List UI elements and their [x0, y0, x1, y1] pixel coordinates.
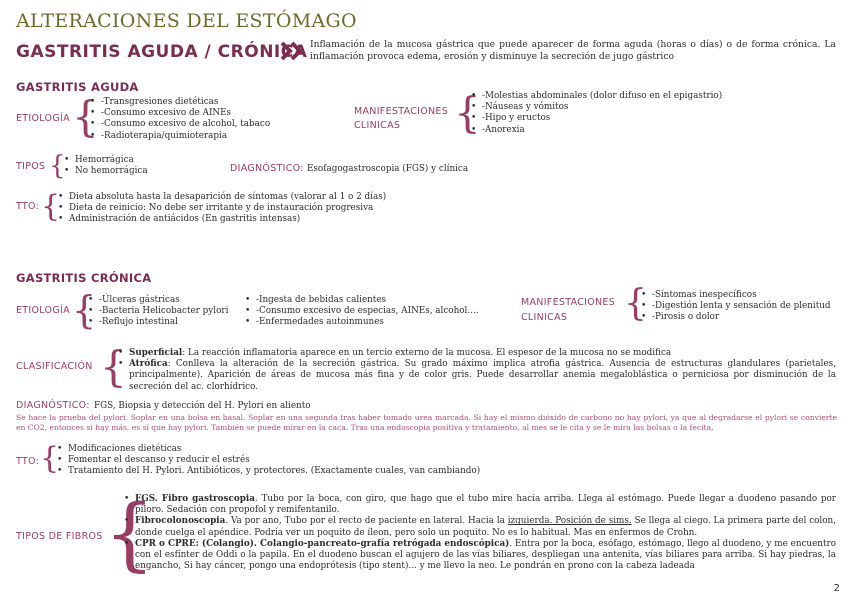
list-item: • -Enfermedades autoinmunes: [245, 317, 479, 328]
list-item: • -Síntomas inespecíficos: [641, 290, 831, 301]
list-item: • -Bacteria Helicobacter pylori: [88, 306, 228, 317]
list-item: • -Molestias abdominales (dolor difuso en el epigastrio): [471, 91, 722, 102]
list-item: • -Pirosis o dolor: [641, 312, 831, 323]
brace: {: [40, 441, 60, 476]
list-item: • Atrófica: Conlleva la alteración de la secreción gástrica. Su grado máximo implica atrofia gástrica. Ausencia de estructuras glandulares (parietales, principalmente). Aparición de áreas de mucosa más fina y de color gris. Puede desarrollar anemia megaloblástica o perniciosa por disminución de la secreción del ac. clorhídrico.: [118, 359, 836, 393]
section-heading-aguda: GASTRITIS AGUDA: [16, 80, 139, 94]
list-item: • Tratamiento del H. Pylori. Antibióticos, y protectores. (Exactamente cuales, van cambiando): [57, 466, 480, 477]
handwritten-note: Se hace la prueba del pylori. Soplar en una bolsa en basal. Soplar en una segunda tras haber tomado urea marcada. Si hay el mismo dióxido de carbono no hay pylori, ya que al degradarse el pylori se convierte en CO2, entonces si hay más, es sí que hay pylori. También se puede mirar en la caca. Tras una endoscopia positiva y tratamiento, al mes se le cita y se le mira las bolsas o la fecita,: [16, 413, 837, 432]
brace: {: [104, 487, 155, 580]
list-item: • -Ingesta de bebidas calientes: [245, 295, 479, 306]
list-item: • -Úlceras gástricas: [88, 295, 228, 306]
brace: {: [49, 151, 66, 181]
list-item: • Fomentar el descanso y reducir el estrés: [57, 455, 480, 466]
etiologia-list: [90, 97, 270, 142]
list-item: • -Consumo excesivo de especias, AINEs, alcohol....: [245, 306, 479, 317]
list-item: • Administración de antiácidos (En gastritis intensas): [58, 214, 386, 225]
diagnostico-text: Esofagogastroscopia (FGS) y clínica: [307, 164, 469, 174]
tto-label: TTO:: [16, 456, 40, 467]
list-item: • -Radioterapia/quimioterapia: [90, 131, 270, 142]
tto-list: [57, 444, 480, 478]
list-item: • FGS. Fibro gastroscopia. Tubo por la boca, con giro, que hago que el tubo mire hacia arriba. Llega al estómago. Puede llegar a duodeno pasando por píloro. Sedación con propofol y remifentanilo.: [124, 494, 836, 516]
list-item: • -Consumo excesivo de AINEs: [90, 108, 270, 119]
list-item: • Dieta absoluta hasta la desaparición de síntomas (valorar al 1 o 2 días): [58, 192, 386, 203]
brace: {: [100, 342, 127, 391]
section-subtitle: GASTRITIS AGUDA / CRÓNICA: [16, 42, 308, 62]
list-item: • Modificaciones dietéticas: [57, 444, 480, 455]
etiologia-list: [245, 295, 479, 329]
clasificacion-label: CLASIFICACIÓN: [16, 361, 93, 372]
list-item: • -Hipo y eructos: [471, 113, 722, 124]
manifestaciones-label: CLINICAS: [354, 120, 401, 131]
list-item: • Dieta de reinicio: No debe ser irritante y de instauración progresiva: [58, 203, 386, 214]
clasificacion-list: [118, 348, 836, 393]
list-item: • Hemorrágica: [64, 155, 148, 166]
manifestaciones-label: CLINICAS: [521, 312, 568, 323]
intro-text: Inflamación de la mucosa gástrica que puede aparecer de forma aguda (horas o días) o de forma crónica. La inflamación provoca edema, erosión y disminuye la secreción de jugo gástrico: [310, 39, 836, 62]
tto-list: [58, 192, 386, 226]
section-heading-cronica: GASTRITIS CRÓNICA: [16, 271, 152, 285]
page-title: ALTERACIONES DEL ESTÓMAGO: [16, 10, 357, 32]
etiologia-label: ETIOLOGÍA: [16, 305, 70, 316]
list-item: • Fibrocolonoscopia. Va por ano, Tubo por el recto de paciente en lateral. Hacia la izquierda. Posición de sims. Se llega al ciego. La primera parte del colon, donde cuelga el apéndice. Podría ver un poquito de íleon, pero solo un poquito. No es lo habitual. Mas en enfermos de Crohn.: [124, 516, 836, 538]
list-item: • -Transgresiones dietéticas: [90, 97, 270, 108]
list-item: • -Náuseas y vómitos: [471, 102, 722, 113]
tto-label: TTO:: [16, 201, 40, 212]
tipos-list: [64, 155, 148, 177]
list-item: • CPR o CPRE: (Colangio). Colangio-pancreato-grafía retrógada endoscópica). Entra por la boca, esófago, estómago, llego al duodeno, y me encuentro con el esfínter de Oddi o la papila. En el duodeno buscan el agujero de las vías biliares, despliegan una antenita, vías biliares para arriba. Si hay piedras, la engancho, Si hay cáncer, pongo una endoprótesis (tipo stent)... y me llevo la neo. Le pondrán en prono con la cabeza ladeada: [124, 539, 836, 573]
diagnostico-label: DIAGNÓSTICO:: [230, 163, 304, 174]
list-item: • Superficial: La reacción inflamatoria aparece en un tercio externo de la mucosa. El espesor de la mucosa no se modifica: [118, 348, 836, 359]
brace: {: [454, 88, 481, 137]
fibros-label: TIPOS DE FIBROS: [16, 531, 103, 542]
brace: {: [72, 92, 99, 141]
list-item: • -Consumo excesivo de alcohol, tabaco: [90, 119, 270, 130]
list-item: • -Reflujo intestinal: [88, 317, 228, 328]
brace: {: [72, 288, 97, 332]
manifestaciones-list: [471, 91, 722, 136]
manifestaciones-list: [641, 290, 831, 324]
manifestaciones-label: MANIFESTACIONES: [521, 297, 616, 308]
double-chevron-icon: [280, 40, 306, 62]
diagnostico-label: DIAGNÓSTICO:: [16, 400, 90, 411]
list-item: • -Digestión lenta y sensación de plenitud: [641, 301, 831, 312]
manifestaciones-label: MANIFESTACIONES: [354, 106, 449, 117]
brace: {: [624, 283, 647, 324]
diagnostico-text: FGS, Biopsia y detección del H. Pylori en aliento: [94, 401, 311, 411]
etiologia-list: [88, 295, 228, 329]
list-item: • No hemorrágica: [64, 166, 148, 177]
fibros-list: [124, 494, 836, 572]
tipos-label: TIPOS: [16, 161, 46, 172]
page-number: 2: [833, 583, 840, 594]
brace: {: [41, 189, 61, 224]
list-item: • -Anorexia: [471, 125, 722, 136]
etiologia-label: ETIOLOGÍA: [16, 113, 70, 124]
